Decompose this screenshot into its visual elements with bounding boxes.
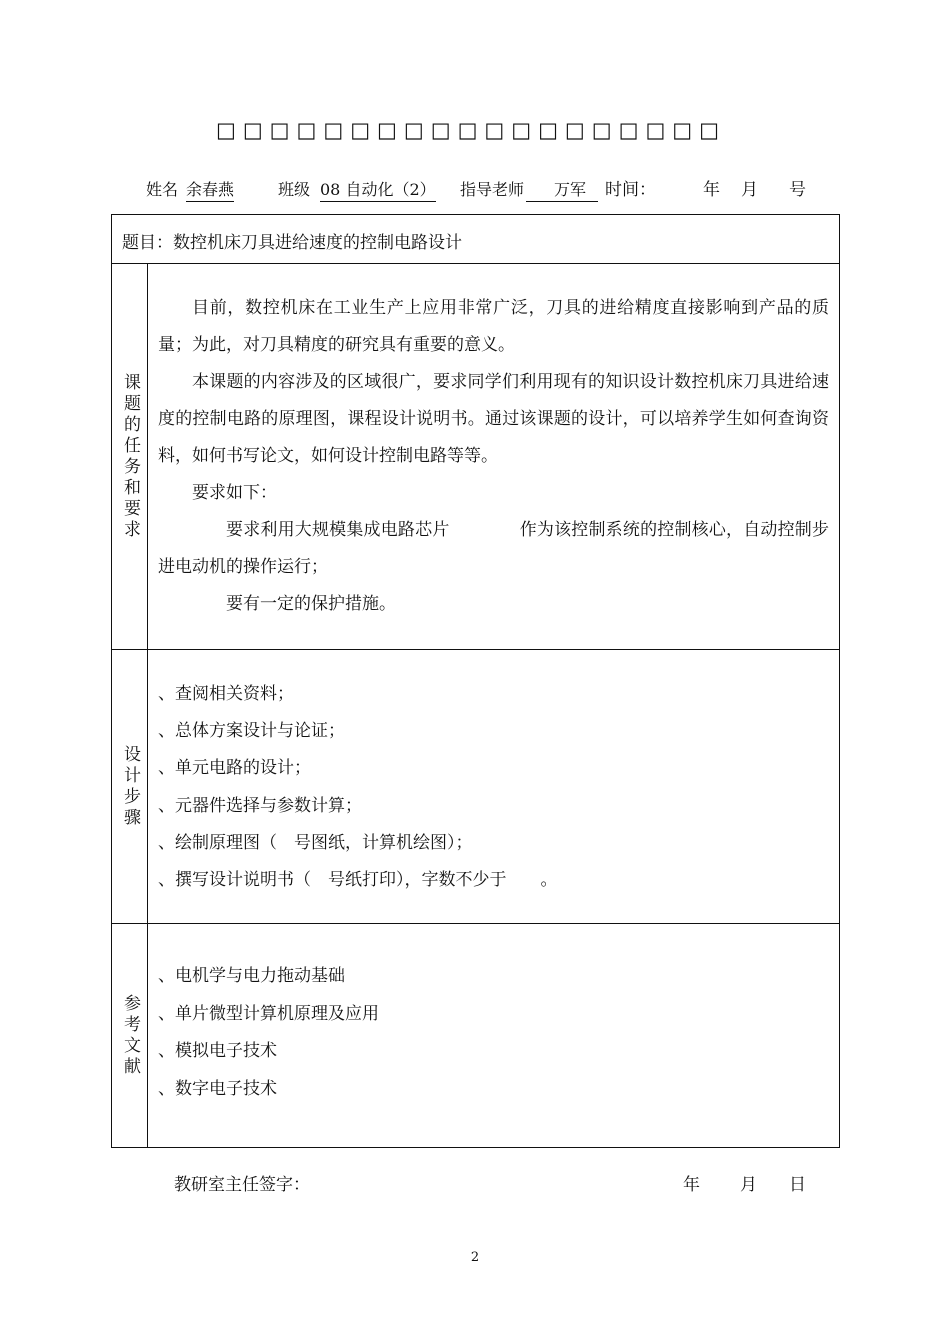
class-label: 班级 xyxy=(278,180,311,199)
list-item: 、数字电子技术 xyxy=(158,1078,277,1099)
month-label: 月 xyxy=(741,180,758,200)
list-item: 、单元电路的设计； xyxy=(158,758,311,779)
steps-label: 设计步骤 xyxy=(120,744,140,829)
tasks-content xyxy=(158,290,829,623)
page-number: 2 xyxy=(470,1250,480,1265)
steps-list xyxy=(158,676,829,899)
name-label: 姓名 xyxy=(146,180,179,199)
tasks-paragraph-1: 目前，数控机床在工业生产上应用非常广泛，刀具的进给精度直接影响到产品的质量；为此，对刀具精度的研究具有重要的意义。 xyxy=(158,298,829,355)
signature-line xyxy=(0,1170,950,1198)
steps-side-label xyxy=(112,650,148,923)
document-title: □□□□□□□□□□□□□□□□□□□ xyxy=(216,118,726,142)
references-side-label xyxy=(112,924,148,1147)
student-info-row xyxy=(0,177,950,203)
references-label: 参考文献 xyxy=(120,993,140,1078)
tasks-paragraph-2: 本课题的内容涉及的区域很广，要求同学们利用现有的知识设计数控机床刀具进给速度的控制电路的原理图，课程设计说明书。通过该课题的设计，可以培养学生如何查询资料，如何书写论文，如何设计控制电路等等。 xyxy=(158,372,829,466)
requirement-1-part-b: 作为该控制系统的控制核心，自动控制步进电动机的操作运行； xyxy=(158,520,829,577)
requirement-1 xyxy=(158,512,829,586)
assignment-table xyxy=(111,214,840,1148)
list-item: 、绘制原理图（ 号图纸，计算机绘图）； xyxy=(158,832,473,853)
list-item: 、总体方案设计与论证； xyxy=(158,721,345,742)
tasks-row xyxy=(112,264,839,650)
year-label: 年 xyxy=(703,180,720,200)
steps-row xyxy=(112,650,839,924)
signature-year: 年 xyxy=(683,1175,700,1195)
requirement-1-part-a: 要求利用大规模集成电路芯片 xyxy=(226,520,450,540)
references-row xyxy=(112,924,839,1147)
signature-day: 日 xyxy=(789,1175,806,1195)
references-list xyxy=(158,958,829,1108)
tasks-paragraph-3: 要求如下： xyxy=(192,483,277,503)
class-value: 08 自动化（2） xyxy=(320,177,436,202)
signature-label: 教研室主任签字： xyxy=(174,1175,310,1195)
list-item: 、单片微型计算机原理及应用 xyxy=(158,1003,379,1024)
list-item: 、电机学与电力拖动基础 xyxy=(158,966,345,986)
tasks-side-label xyxy=(112,264,148,649)
list-item: 、撰写设计说明书（ 号纸打印），字数不少于 。 xyxy=(158,870,558,891)
list-item: 、元器件选择与参数计算； xyxy=(158,795,362,816)
advisor-value: 万军 xyxy=(526,177,598,202)
topic-row xyxy=(112,215,839,264)
day-label: 号 xyxy=(789,180,806,200)
name-value: 余春燕 xyxy=(186,177,234,202)
tasks-label: 课题的任务和要求 xyxy=(120,372,140,541)
list-item: 、模拟电子技术 xyxy=(158,1041,277,1061)
requirement-2: 要有一定的保护措施。 xyxy=(226,594,396,614)
advisor-label: 指导老师 xyxy=(460,180,525,199)
signature-month: 月 xyxy=(740,1175,757,1195)
time-label: 时间： xyxy=(605,180,656,200)
list-item: 、查阅相关资料； xyxy=(158,684,294,704)
topic-text: 题目：数控机床刀具进给速度的控制电路设计 xyxy=(122,233,462,253)
